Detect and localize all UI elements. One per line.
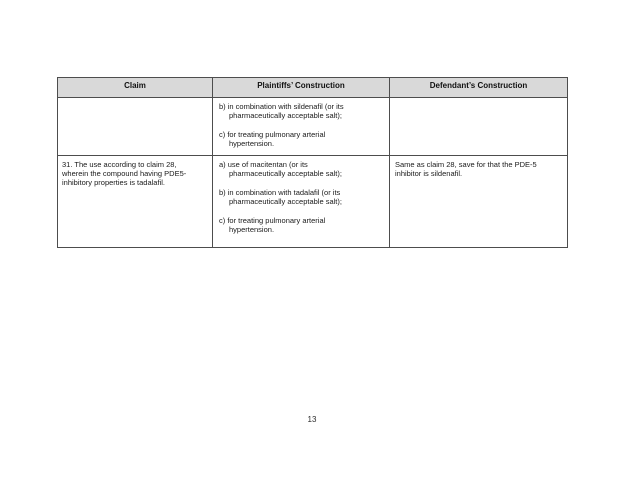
table-header-row — [58, 78, 568, 98]
text-line: c) for treating pulmonary arterial — [219, 215, 326, 225]
claim-construction-table — [57, 77, 568, 248]
cell-defendant-construction — [390, 156, 568, 248]
cell-claim-31 — [58, 156, 213, 248]
header-cell-plaintiffs-construction: Plaintiffs’ Construction — [213, 78, 390, 98]
text-line: c) for treating pulmonary arterial — [219, 129, 326, 139]
table-row — [58, 98, 568, 156]
page-number: 13 — [307, 415, 317, 424]
text-line: Same as claim 28, save for that the PDE-5 — [395, 159, 537, 169]
text-line: b) in combination with sildenafil (or its — [219, 101, 344, 111]
cell-plaintiffs-construction — [213, 98, 390, 156]
text-line: b) in combination with tadalafil (or its — [219, 187, 341, 197]
cell-defendant-construction-empty — [390, 98, 568, 156]
text-line: pharmaceutically acceptable salt); — [229, 197, 342, 207]
table-row — [58, 156, 568, 248]
text-line: a) use of macitentan (or its — [219, 159, 308, 169]
construction-item-b — [219, 188, 386, 207]
text-line: hypertension. — [229, 225, 275, 235]
construction-item-b — [219, 102, 386, 121]
construction-item-c — [219, 130, 386, 149]
claim-text — [62, 160, 209, 188]
header-cell-defendants-construction: Defendant’s Construction — [390, 78, 568, 98]
cell-plaintiffs-construction — [213, 156, 390, 248]
text-line: hypertension. — [229, 139, 275, 149]
defendant-construction-text — [395, 160, 564, 179]
text-line: wherein the compound having PDE5- — [62, 168, 187, 178]
text-line: pharmaceutically acceptable salt); — [229, 110, 342, 120]
construction-item-a — [219, 160, 386, 179]
text-line: 31. The use according to claim 28, — [62, 159, 177, 169]
header-cell-claim: Claim — [58, 78, 213, 98]
text-line: pharmaceutically acceptable salt); — [229, 168, 342, 178]
text-line: inhibitor is sildenafil. — [395, 168, 463, 178]
cell-claim-empty — [58, 98, 213, 156]
text-line: inhibitory properties is tadalafil. — [62, 178, 165, 188]
construction-item-c — [219, 216, 386, 235]
